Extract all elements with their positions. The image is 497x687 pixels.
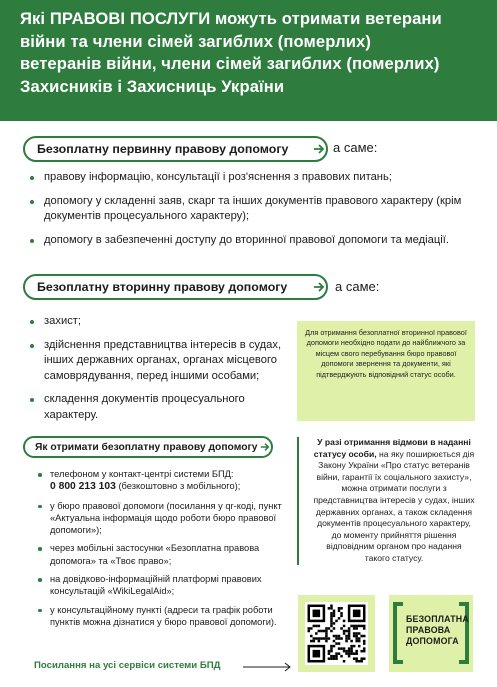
list-item: у консультаційному пункті (адреси та графік роботи пунктів можна дізнатися у бюро правової допомоги). bbox=[36, 604, 286, 629]
title-line-3: ветеранів війни, члени сімей загиблих (померлих) bbox=[20, 54, 440, 73]
list-item: на довідково-інформаційній платформі правових консультацій «WikiLegalAid»; bbox=[36, 573, 286, 598]
title-line-4: Захисників і Захисниць України bbox=[20, 76, 285, 96]
list-item: через мобільні застосунки «Безоплатна правова допомога» та «Твоє право»; bbox=[36, 542, 286, 567]
title-line-2: війни та члени сімей загиблих (померлих) bbox=[20, 31, 371, 51]
logo-text: БЕЗОПЛАТНА ПРАВОВА ДОПОМОГА bbox=[406, 614, 469, 646]
secondary-aid-pill bbox=[23, 274, 328, 300]
primary-aid-label: Безоплатну первинну правову допомогу bbox=[37, 142, 289, 156]
qr-code-icon[interactable] bbox=[305, 602, 368, 665]
bullet-icon bbox=[38, 547, 42, 551]
secondary-aid-suffix: а саме: bbox=[335, 279, 380, 294]
bullet-icon bbox=[30, 239, 34, 243]
bullet-icon bbox=[38, 578, 42, 582]
how-to-get-list bbox=[36, 468, 286, 634]
header-banner bbox=[0, 0, 497, 121]
list-item: допомогу у складенні заяв, скарг та інших документів правового характеру (крім документів процесуального характеру); bbox=[28, 194, 468, 225]
list-item: складення документів процесуального характеру. bbox=[28, 392, 298, 423]
bullet-icon bbox=[38, 473, 42, 477]
bullet-icon bbox=[38, 505, 42, 509]
arrow-right-icon bbox=[260, 442, 270, 452]
list-item: захист; bbox=[28, 314, 298, 330]
how-to-get-label: Як отримати безоплатну правову допомогу bbox=[35, 441, 258, 453]
secondary-aid-list bbox=[28, 314, 298, 431]
list-item: телефоном у контакт-центрі системи БПД: 0 800 213 103 (безкоштовно з мобільного); bbox=[36, 468, 286, 494]
bullet-icon bbox=[30, 398, 34, 402]
bullet-icon bbox=[38, 609, 42, 613]
page-title bbox=[20, 8, 483, 98]
bullet-icon bbox=[30, 200, 34, 204]
how-to-get-pill bbox=[23, 436, 273, 458]
long-arrow-right-icon bbox=[243, 662, 293, 672]
primary-aid-list bbox=[28, 170, 468, 256]
primary-aid-suffix: а саме: bbox=[333, 140, 378, 155]
qr-code-box[interactable] bbox=[298, 595, 375, 672]
secondary-aid-label: Безоплатну вторинну правову допомогу bbox=[37, 280, 288, 294]
refusal-info: У разі отримання відмови в наданні статусу особи, на яку поширюється дія Закону України «Про статус ветеранів війни, гарантії їх соціального захисту», можна отримати послуги з представництва інтересів у судах, інших державних органах, а також складення документів процесуального характеру, до моменту прийняття рішення відповідним органом про надання такого статусу. bbox=[297, 437, 475, 565]
list-item: правову інформацію, консультації і роз'яснення з правових питань; bbox=[28, 170, 468, 186]
arrow-right-icon bbox=[313, 281, 325, 293]
primary-aid-pill bbox=[23, 136, 328, 162]
requirements-note: Для отримання безоплатної вторинної правової допомоги необхідно подати до найближчого за місцем свого перебування бюро правової допомоги звернення та документи, які підтверджують відповідний статус особи. bbox=[297, 321, 475, 421]
arrow-right-icon bbox=[313, 143, 325, 155]
list-item: у бюро правової допомоги (посилання у qr-коді, пункт «Актуальна інформація щодо роботи бюро правової допомоги»); bbox=[36, 500, 286, 537]
services-link[interactable]: Посилання на усі сервіси системи БПД bbox=[34, 660, 221, 671]
phone-number[interactable]: 0 800 213 103 bbox=[50, 481, 116, 493]
title-line-1: Які ПРАВОВІ ПОСЛУГИ можуть отримати ветерани bbox=[20, 9, 442, 28]
bullet-icon bbox=[30, 320, 34, 324]
list-item: допомогу в забезпеченні доступу до вторинної правової допомоги та медіації. bbox=[28, 233, 468, 249]
list-item: здійснення представництва інтересів в судах, інших державних органах, органах місцевого самоврядування, перед іншими особами; bbox=[28, 338, 298, 385]
logo-bracket-right bbox=[459, 602, 469, 664]
bpd-logo bbox=[389, 595, 473, 672]
bullet-icon bbox=[30, 344, 34, 348]
bullet-icon bbox=[30, 176, 34, 180]
logo-bracket-left bbox=[393, 602, 403, 664]
